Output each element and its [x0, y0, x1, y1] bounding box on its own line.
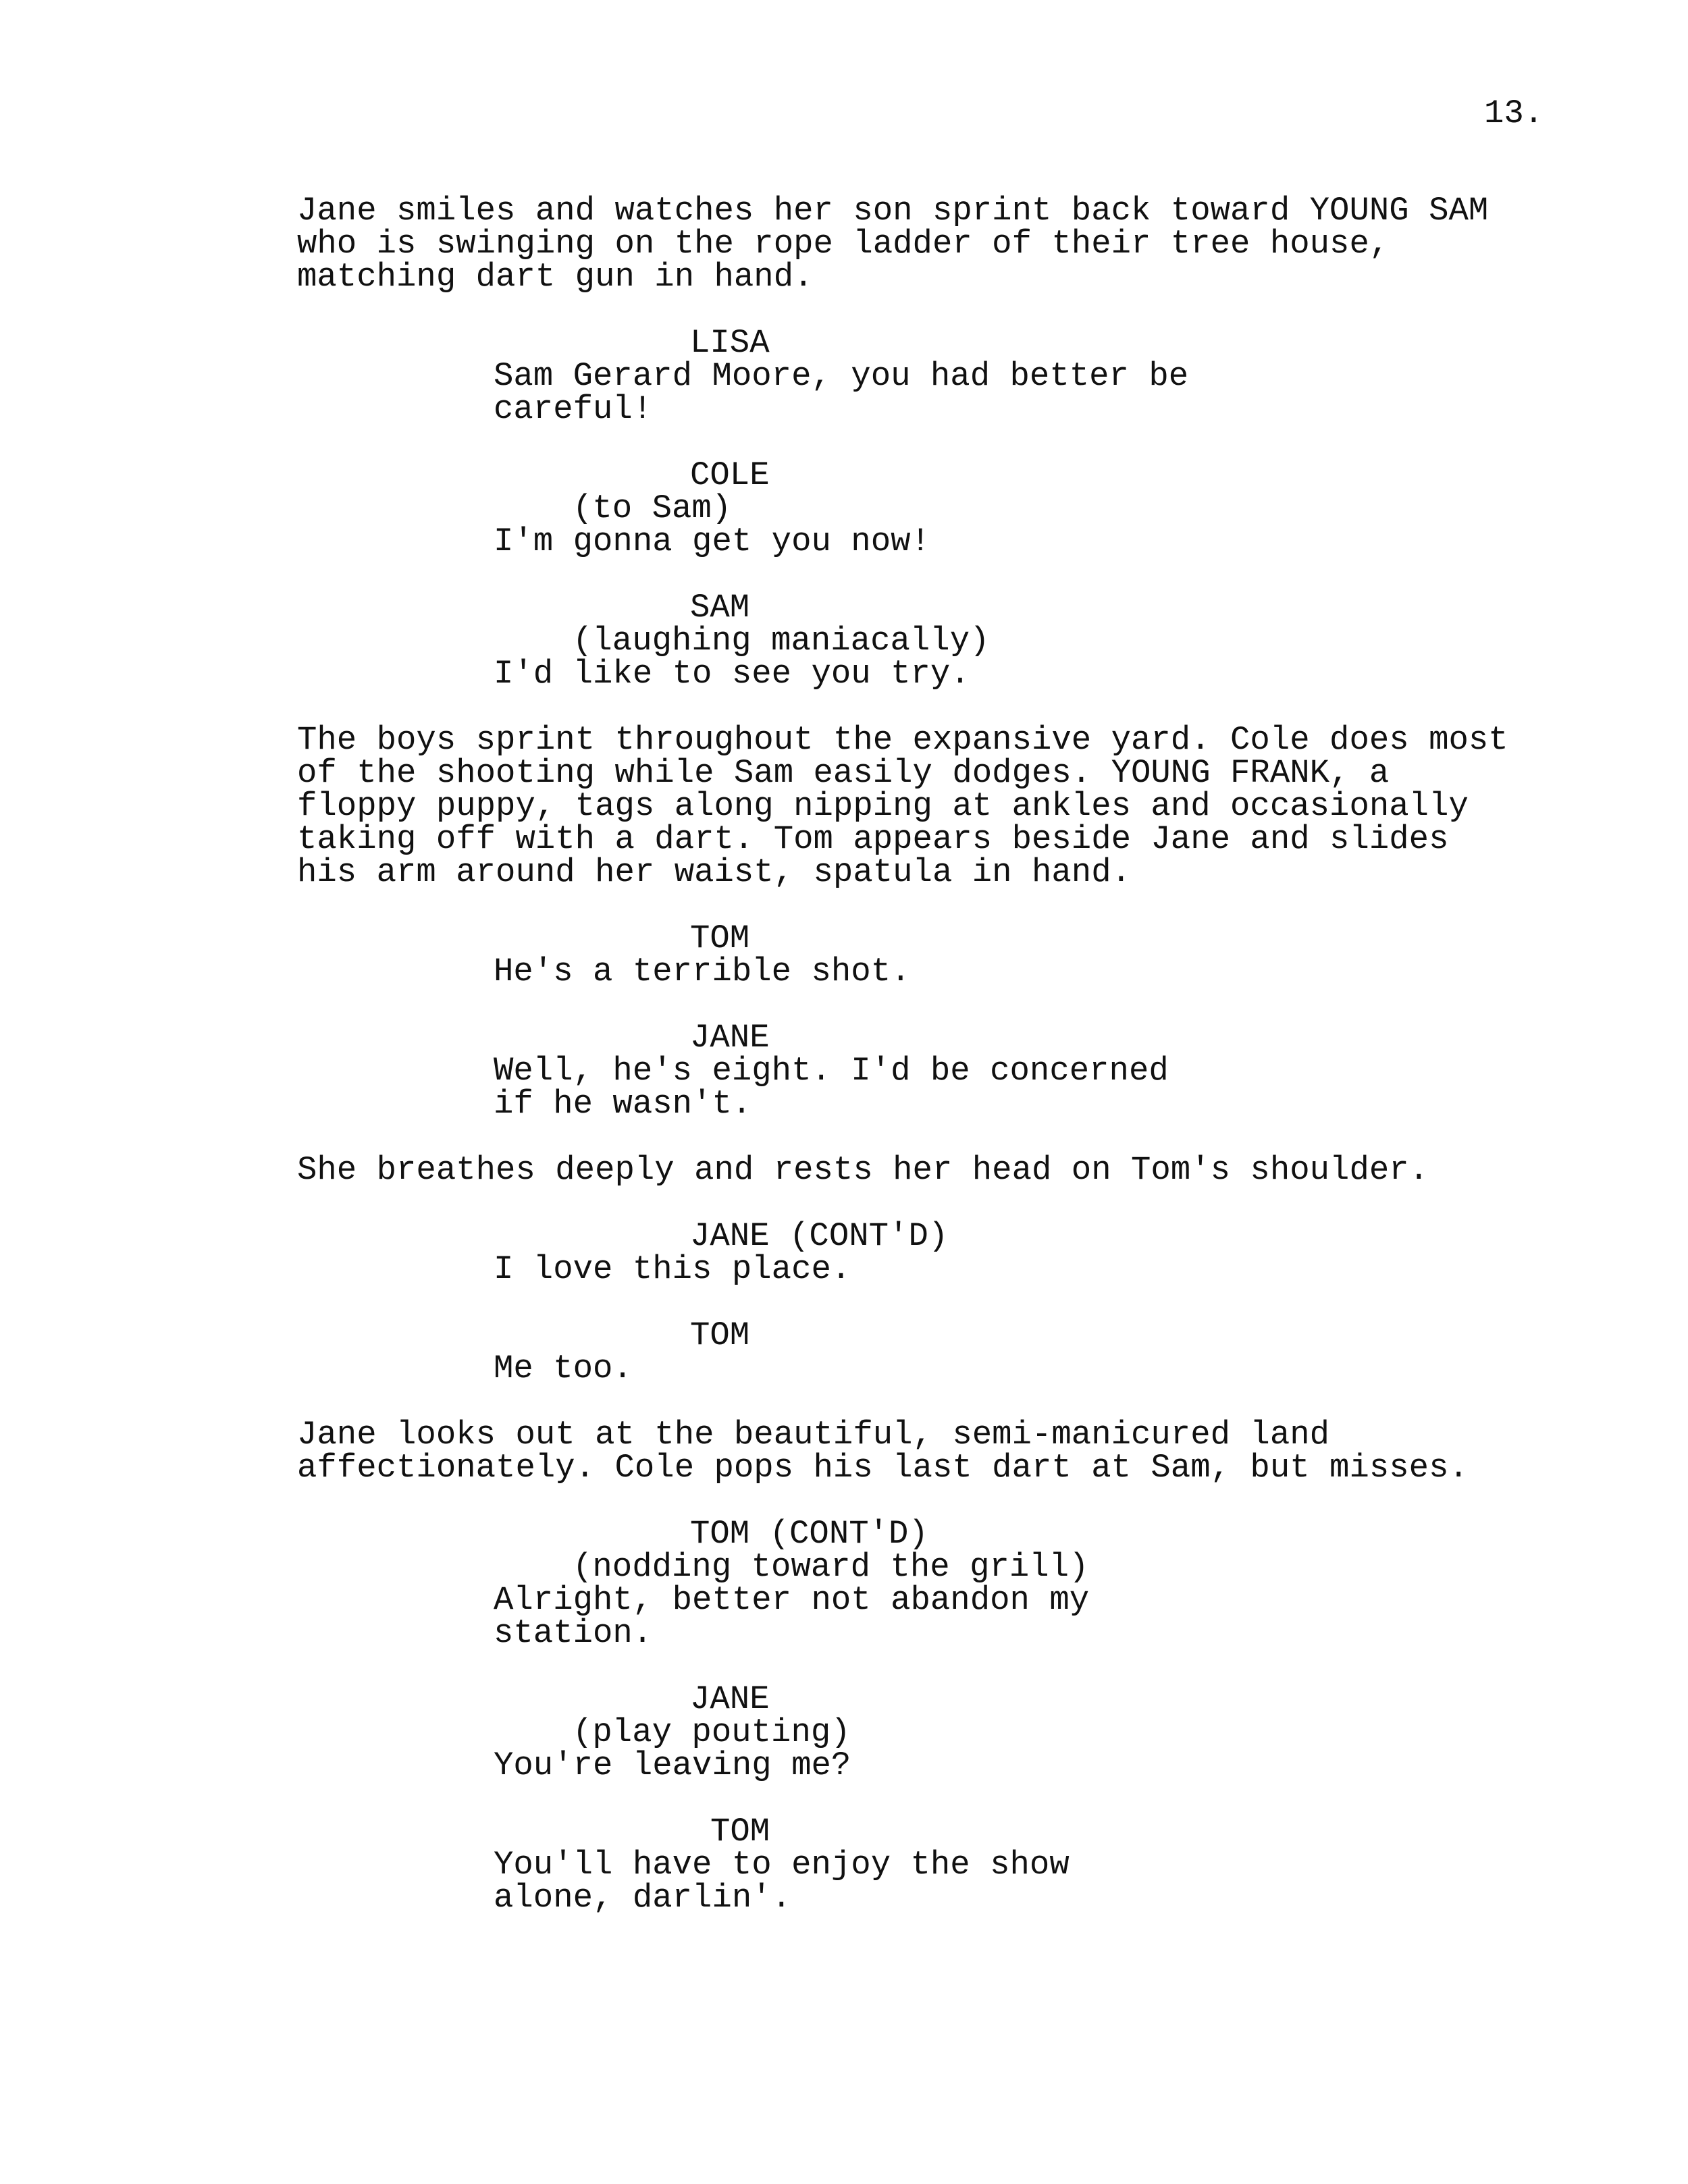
character-cue: LISA [690, 324, 770, 362]
action-line: The boys sprint throughout the expansive yard. Cole does most [297, 721, 1508, 759]
character-cue: JANE (CONT'D) [690, 1217, 949, 1255]
dialogue-line: Sam Gerard Moore, you had better be [494, 357, 1189, 395]
action-line: Jane looks out at the beautiful, semi-manicured land [297, 1416, 1330, 1454]
action-line: taking off with a dart. Tom appears beside Jane and slides [297, 820, 1449, 858]
character-cue: SAM [690, 589, 750, 627]
action-line: Jane smiles and watches her son sprint back toward YOUNG SAM [297, 192, 1489, 230]
page-number: 13. [1484, 95, 1544, 132]
parenthetical: (to Sam) [573, 489, 732, 527]
action-line: floppy puppy, tags along nipping at ankles and occasionally [297, 787, 1469, 825]
parenthetical: (play pouting) [573, 1713, 851, 1751]
action-line: She breathes deeply and rests her head on Tom's shoulder. [297, 1151, 1429, 1189]
dialogue-line: Alright, better not abandon my [494, 1581, 1090, 1619]
action-line: affectionately. Cole pops his last dart at Sam, but misses. [297, 1449, 1469, 1487]
dialogue-line: careful! [494, 390, 653, 428]
dialogue-line: He's a terrible shot. [494, 953, 911, 990]
character-cue: TOM [710, 1813, 770, 1850]
dialogue-line: I love this place. [494, 1250, 851, 1288]
dialogue-line: Well, he's eight. I'd be concerned [494, 1052, 1169, 1090]
action-line: who is swinging on the rope ladder of their tree house, [297, 225, 1390, 263]
dialogue-line: if he wasn't. [494, 1085, 752, 1123]
action-line: matching dart gun in hand. [297, 258, 814, 296]
character-cue: TOM [690, 1316, 750, 1354]
character-cue: JANE [690, 1019, 770, 1057]
character-cue: TOM (CONT'D) [690, 1515, 928, 1553]
parenthetical: (laughing maniacally) [573, 622, 990, 660]
dialogue-line: station. [494, 1614, 653, 1652]
dialogue-line: I'd like to see you try. [494, 655, 970, 693]
dialogue-line: Me too. [494, 1350, 633, 1387]
character-cue: COLE [690, 456, 770, 494]
dialogue-line: I'm gonna get you now! [494, 523, 930, 560]
dialogue-line: alone, darlin'. [494, 1879, 792, 1917]
dialogue-line: You're leaving me? [494, 1747, 851, 1784]
action-line: his arm around her waist, spatula in hand. [297, 853, 1132, 891]
character-cue: TOM [690, 920, 750, 957]
character-cue: JANE [690, 1680, 770, 1718]
action-line: of the shooting while Sam easily dodges. YOUNG FRANK, a [297, 754, 1390, 792]
parenthetical: (nodding toward the grill) [573, 1548, 1089, 1586]
dialogue-line: You'll have to enjoy the show [494, 1846, 1070, 1884]
